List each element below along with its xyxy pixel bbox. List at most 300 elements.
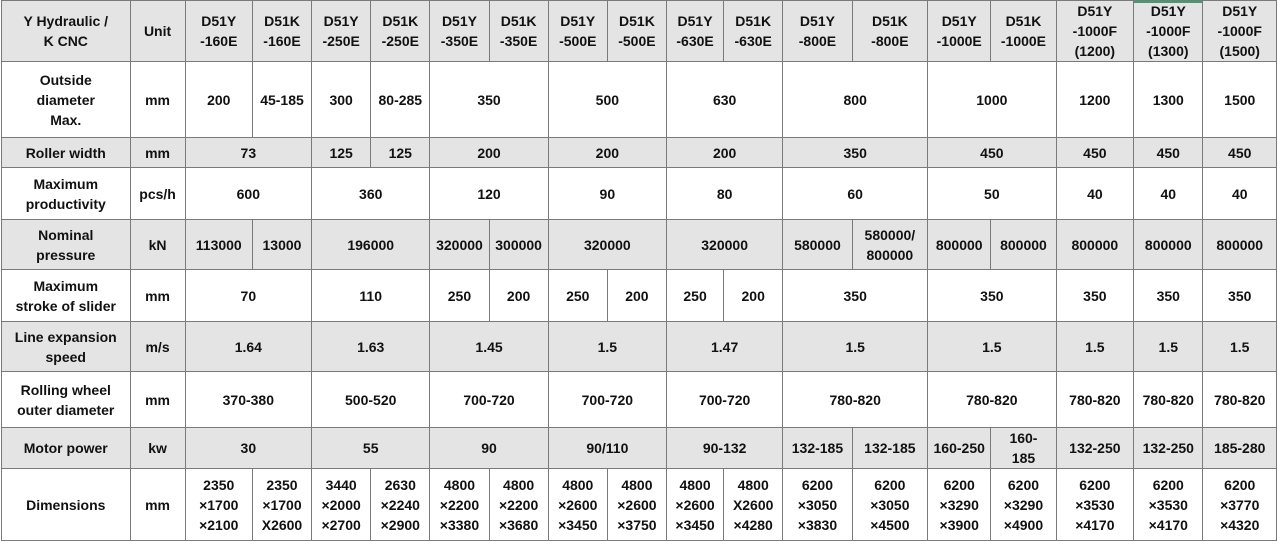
value-cell[interactable]	[667, 372, 783, 428]
model-header-cell[interactable]	[252, 1, 311, 62]
row-unit-cell[interactable]: mm	[130, 469, 185, 541]
value-cell[interactable]	[607, 469, 666, 541]
cell-text-line: -350E	[440, 33, 479, 49]
value-cell[interactable]	[1203, 168, 1277, 220]
cell-text-line: ×2600	[558, 496, 598, 513]
row-label-line: outer diameter	[17, 401, 115, 418]
cell-text-line: 4800	[621, 476, 653, 493]
value-cell[interactable]	[185, 168, 311, 220]
value-cell[interactable]	[783, 138, 928, 168]
row-label-cell[interactable]	[2, 322, 131, 372]
row-unit-cell[interactable]: kw	[130, 428, 185, 469]
value-cell[interactable]	[1134, 322, 1203, 372]
value-cell[interactable]	[312, 270, 430, 322]
cell-text-line: 4800	[737, 476, 769, 493]
cell-text-line: ×2200	[439, 496, 480, 513]
cell-text-line: D51Y	[799, 13, 835, 29]
value-cell[interactable]	[783, 428, 852, 469]
value-cell[interactable]	[928, 322, 1057, 372]
cell-text-line: 73	[240, 144, 257, 161]
value-cell[interactable]	[852, 428, 927, 469]
row-label-line: pressure	[36, 246, 96, 263]
cell-text-line: ×3050	[870, 496, 910, 513]
value-cell[interactable]	[724, 270, 783, 322]
value-cell[interactable]	[430, 220, 489, 270]
cell-text-line: -500E	[618, 33, 656, 49]
value-cell[interactable]	[667, 322, 783, 372]
value-cell[interactable]	[667, 220, 783, 270]
cell-text-line: 1.5	[1230, 338, 1250, 355]
value-cell[interactable]	[1134, 220, 1203, 270]
spec-table	[1, 0, 1277, 541]
value-cell[interactable]	[548, 220, 666, 270]
value-cell[interactable]	[548, 469, 607, 541]
cell-text-line: 450	[1083, 144, 1107, 161]
model-header-cell[interactable]	[607, 1, 666, 62]
model-header-cell[interactable]	[312, 1, 371, 62]
cell-text-line: ×3900	[939, 516, 979, 533]
model-header-cell[interactable]	[783, 1, 852, 62]
value-cell[interactable]	[185, 220, 252, 270]
value-cell[interactable]	[1203, 469, 1277, 541]
value-cell[interactable]	[371, 469, 430, 541]
value-cell[interactable]	[371, 62, 430, 138]
cell-text-line: 50	[984, 185, 1000, 202]
value-cell[interactable]	[312, 428, 430, 469]
cell-text-line: 580000	[794, 236, 841, 253]
cell-text-line: ×4900	[1003, 516, 1044, 533]
value-cell[interactable]	[928, 220, 991, 270]
cell-text-line: 600	[236, 185, 260, 202]
cell-text-line: D51Y	[1150, 3, 1186, 19]
cell-text-line: 200	[595, 144, 620, 161]
value-cell[interactable]	[252, 220, 311, 270]
header-row	[2, 1, 1277, 62]
value-cell[interactable]	[991, 469, 1056, 541]
cell-text-line: 320000	[583, 236, 631, 253]
cell-text-line: ×3530	[1148, 496, 1188, 513]
value-cell[interactable]	[252, 469, 311, 541]
cell-text-line: -800E	[798, 33, 837, 49]
value-cell[interactable]	[1056, 322, 1134, 372]
value-cell[interactable]	[312, 62, 371, 138]
value-cell[interactable]	[312, 168, 430, 220]
cell-text-line: -630E	[676, 33, 714, 49]
series-title-line: Y Hydraulic /	[23, 13, 109, 29]
row-unit-cell[interactable]: mm	[130, 270, 185, 322]
row-label-line: Line expansion	[14, 328, 117, 345]
value-cell[interactable]	[667, 270, 724, 322]
row-label-cell[interactable]	[2, 428, 131, 469]
cell-text-line: 30	[240, 440, 257, 456]
cell-text-line: 450	[1156, 144, 1180, 161]
cell-text-line: 132-250	[1142, 440, 1194, 456]
value-cell[interactable]	[371, 138, 430, 168]
row-unit-cell[interactable]: mm	[130, 138, 185, 168]
cell-text-line: -160E	[200, 33, 238, 49]
value-cell[interactable]	[1203, 372, 1277, 428]
cell-text-line: 800000	[935, 236, 983, 253]
value-cell[interactable]	[1203, 428, 1277, 469]
value-cell[interactable]	[1134, 138, 1203, 168]
row-label-cell[interactable]	[2, 372, 131, 428]
cell-text-line: 200	[207, 91, 231, 108]
model-header-cell[interactable]	[724, 1, 783, 62]
cell-text-line: 350	[980, 287, 1004, 304]
row-label-line: Max.	[50, 111, 82, 128]
model-header-cell[interactable]	[185, 1, 252, 62]
value-cell[interactable]	[1203, 322, 1277, 372]
cell-text-line: 6200	[1079, 476, 1111, 493]
cell-text-line: 4800	[503, 476, 535, 493]
value-cell[interactable]	[667, 62, 783, 138]
row-label-line: Maximum	[33, 175, 99, 192]
value-cell[interactable]	[312, 322, 430, 372]
value-cell[interactable]	[783, 220, 852, 270]
cell-text-line: 350	[477, 91, 501, 108]
value-cell[interactable]	[928, 469, 991, 541]
value-cell[interactable]	[1056, 372, 1134, 428]
cell-text-line: 700-720	[463, 391, 515, 408]
value-cell[interactable]	[1056, 62, 1134, 138]
cell-text-line: 196000	[347, 236, 395, 253]
value-cell[interactable]	[1203, 220, 1277, 270]
cell-text-line: ×4500	[870, 516, 910, 533]
cell-text-line: 360	[359, 185, 383, 202]
row-unit-cell[interactable]: m/s	[130, 322, 185, 372]
cell-text-line: 90	[599, 185, 616, 202]
cell-text-line: ×1700	[262, 496, 302, 513]
row-unit-cell[interactable]: mm	[130, 372, 185, 428]
cell-text-line: 800000	[1000, 236, 1047, 253]
cell-text-line: -1000E	[1000, 33, 1047, 49]
value-cell[interactable]	[1203, 62, 1277, 138]
model-header-cell[interactable]	[667, 1, 724, 62]
cell-text-line: 320000	[701, 236, 748, 253]
row-label-line: Maximum	[33, 277, 99, 294]
value-cell[interactable]	[928, 168, 1057, 220]
cell-text-line: 2630	[384, 476, 416, 493]
cell-text-line: ×2000	[321, 496, 361, 513]
cell-text-line: -350E	[499, 33, 538, 49]
value-cell[interactable]	[1134, 270, 1203, 322]
row-label-line: speed	[45, 348, 86, 365]
cell-text-line: 1.5	[845, 338, 865, 355]
value-cell[interactable]	[783, 469, 852, 541]
cell-text-line: 300000	[495, 236, 542, 253]
value-cell[interactable]	[1056, 428, 1134, 469]
value-cell[interactable]	[312, 469, 371, 541]
value-cell[interactable]	[928, 428, 991, 469]
value-cell[interactable]	[783, 62, 928, 138]
cell-text-line: 780-820	[829, 391, 881, 408]
cell-text-line: 1300	[1152, 91, 1184, 108]
value-cell[interactable]	[489, 270, 548, 322]
row-label-line: productivity	[25, 195, 106, 212]
value-cell[interactable]	[430, 138, 548, 168]
value-cell[interactable]	[312, 220, 430, 270]
value-cell[interactable]	[928, 62, 1057, 138]
value-cell[interactable]	[252, 62, 311, 138]
cell-text-line: 4800	[443, 476, 476, 493]
value-cell[interactable]	[185, 372, 311, 428]
series-title-cell[interactable]	[2, 1, 131, 62]
cell-text-line: 1500	[1224, 91, 1256, 108]
cell-text-line: ×3290	[939, 496, 979, 513]
cell-text-line: 500	[595, 91, 620, 108]
cell-text-line: 185	[1011, 450, 1036, 466]
value-cell[interactable]	[548, 428, 666, 469]
value-cell[interactable]	[185, 62, 252, 138]
cell-text-line: 350	[1156, 287, 1180, 304]
cell-text-line: 200	[741, 287, 765, 304]
value-cell[interactable]	[667, 138, 783, 168]
cell-text-line: 113000	[195, 236, 242, 253]
row-label-line: Roller width	[25, 144, 106, 161]
value-cell[interactable]	[667, 469, 724, 541]
cell-text-line: ×2600	[617, 496, 657, 513]
cell-text-line: 132-185	[864, 440, 916, 456]
cell-text-line: ×2700	[321, 516, 361, 533]
cell-text-line: 6200	[874, 476, 906, 493]
row-label-cell[interactable]	[2, 270, 131, 322]
cell-text-line: 200	[712, 144, 737, 161]
value-cell[interactable]	[185, 270, 311, 322]
cell-text-line: 580000/	[864, 226, 916, 243]
value-cell[interactable]	[548, 138, 666, 168]
cell-text-line: D51K	[264, 13, 300, 29]
unit-header-cell[interactable]: Unit	[130, 1, 185, 62]
value-cell[interactable]	[489, 469, 548, 541]
value-cell[interactable]	[430, 322, 548, 372]
cell-text-line: 780-820	[1214, 391, 1266, 408]
spec-row	[2, 322, 1277, 372]
value-cell[interactable]	[548, 372, 666, 428]
model-header-cell[interactable]	[548, 1, 607, 62]
value-cell[interactable]	[185, 138, 311, 168]
cell-text-line: 120	[477, 185, 501, 202]
value-cell[interactable]	[430, 168, 548, 220]
cell-text-line: ×2600	[675, 496, 715, 513]
cell-text-line: 1.5	[1158, 338, 1179, 355]
cell-text-line: 350	[1083, 287, 1107, 304]
cell-text-line: 4800	[562, 476, 594, 493]
cell-text-line: 1.63	[357, 338, 385, 355]
cell-text-line: -800E	[871, 33, 909, 49]
cell-text-line: ×3050	[797, 496, 838, 513]
value-cell[interactable]	[1203, 138, 1277, 168]
row-label-cell[interactable]	[2, 62, 131, 138]
model-header-cell[interactable]	[991, 1, 1056, 62]
cell-text-line: 132-250	[1069, 440, 1121, 456]
cell-text-line: 110	[359, 287, 383, 304]
cell-text-line: 200	[506, 287, 531, 304]
cell-text-line: 300	[329, 91, 353, 108]
value-cell[interactable]	[667, 428, 783, 469]
cell-text-line: 250	[566, 287, 590, 304]
value-cell[interactable]	[783, 372, 928, 428]
model-header-cell[interactable]	[852, 1, 927, 62]
value-cell[interactable]	[607, 270, 666, 322]
cell-text-line: 780-820	[1142, 391, 1194, 408]
cell-text-line: ×3680	[498, 516, 539, 533]
cell-text-line: -1000F	[1072, 23, 1118, 39]
value-cell[interactable]	[312, 372, 430, 428]
cell-text-line: ×3290	[1003, 496, 1044, 513]
cell-text-line: D51K	[735, 13, 772, 29]
row-unit-cell[interactable]: pcs/h	[130, 168, 185, 220]
cell-text-line: 1200	[1079, 91, 1111, 108]
cell-text-line: -250E	[381, 33, 419, 49]
cell-text-line: 160-	[1009, 430, 1038, 446]
cell-text-line: 6200	[801, 476, 834, 493]
value-cell[interactable]	[852, 220, 927, 270]
cell-text-line: 800000	[866, 246, 914, 263]
value-cell[interactable]	[928, 372, 1057, 428]
value-cell[interactable]	[667, 168, 783, 220]
cell-text-line: -1000E	[936, 33, 982, 49]
row-label-line: diameter	[36, 91, 95, 108]
model-header-cell[interactable]	[489, 1, 548, 62]
value-cell[interactable]	[548, 270, 607, 322]
value-cell[interactable]	[430, 428, 548, 469]
value-cell[interactable]	[1134, 62, 1203, 138]
cell-text-line: ×2900	[380, 516, 420, 533]
row-unit-cell[interactable]: mm	[130, 62, 185, 138]
value-cell[interactable]	[1134, 168, 1203, 220]
cell-text-line: ×2240	[380, 496, 420, 513]
value-cell[interactable]	[430, 372, 548, 428]
value-cell[interactable]	[548, 62, 666, 138]
cell-text-line: 40	[1087, 185, 1103, 202]
value-cell[interactable]	[489, 220, 548, 270]
cell-text-line: 200	[625, 287, 649, 304]
cell-text-line: D51K	[382, 13, 419, 29]
value-cell[interactable]	[928, 270, 1057, 322]
cell-text-line: 90	[481, 440, 497, 456]
value-cell[interactable]	[430, 270, 489, 322]
value-cell[interactable]	[1056, 469, 1134, 541]
cell-text-line: 370-380	[222, 391, 275, 408]
cell-text-line: 250	[683, 287, 707, 304]
value-cell[interactable]	[1203, 270, 1277, 322]
cell-text-line: ×2200	[498, 496, 539, 513]
cell-text-line: D51Y	[560, 13, 596, 29]
cell-text-line: 1.5	[982, 338, 1002, 355]
model-header-cell[interactable]	[371, 1, 430, 62]
cell-text-line: X2600	[261, 516, 303, 533]
row-label-cell[interactable]	[2, 220, 131, 270]
value-cell[interactable]	[1134, 469, 1203, 541]
model-header-cell[interactable]	[1134, 1, 1203, 62]
cell-text-line: 3440	[325, 476, 357, 493]
cell-text-line: 450	[980, 144, 1004, 161]
cell-text-line: 40	[1231, 185, 1248, 202]
value-cell[interactable]	[185, 428, 311, 469]
cell-text-line: 1000	[976, 91, 1008, 108]
cell-text-line: 13000	[262, 236, 302, 253]
cell-text-line: ×4320	[1220, 516, 1260, 533]
cell-text-line: 1.5	[1085, 338, 1105, 355]
value-cell[interactable]	[185, 322, 311, 372]
cell-text-line: 630	[712, 91, 737, 108]
cell-text-line: (1300)	[1148, 43, 1189, 59]
value-cell[interactable]	[1056, 138, 1134, 168]
value-cell[interactable]	[724, 469, 783, 541]
row-unit-cell[interactable]: kN	[130, 220, 185, 270]
cell-text-line: 80-285	[378, 91, 423, 108]
cell-text-line: 2350	[266, 476, 298, 493]
cell-text-line: -1000F	[1217, 23, 1262, 39]
cell-text-line: D51Y	[1077, 3, 1113, 19]
cell-text-line: X2600	[732, 496, 774, 513]
value-cell[interactable]	[1056, 270, 1134, 322]
value-cell[interactable]	[991, 428, 1056, 469]
value-cell[interactable]	[548, 322, 666, 372]
cell-text-line: 1.5	[597, 338, 618, 355]
cell-text-line: 125	[388, 144, 412, 161]
cell-text-line: D51Y	[323, 13, 359, 29]
model-header-cell[interactable]	[1203, 1, 1277, 62]
cell-text-line: 700-720	[581, 391, 634, 408]
cell-text-line: 1.64	[234, 338, 262, 355]
value-cell[interactable]	[783, 270, 928, 322]
cell-text-line: D51K	[1005, 13, 1042, 29]
model-header-cell[interactable]	[1056, 1, 1134, 62]
value-cell[interactable]	[1134, 428, 1203, 469]
cell-text-line: 450	[1228, 144, 1252, 161]
value-cell[interactable]	[1056, 220, 1134, 270]
cell-text-line: ×2100	[199, 516, 239, 533]
spec-row	[2, 62, 1277, 138]
value-cell[interactable]	[430, 469, 489, 541]
value-cell[interactable]	[1134, 372, 1203, 428]
row-label-cell[interactable]	[2, 168, 131, 220]
value-cell[interactable]	[783, 322, 928, 372]
cell-text-line: 125	[329, 144, 353, 161]
value-cell[interactable]	[1056, 168, 1134, 220]
cell-text-line: -500E	[559, 33, 597, 49]
cell-text-line: ×4280	[733, 516, 773, 533]
row-label-line: Motor power	[23, 440, 108, 456]
value-cell[interactable]	[928, 138, 1057, 168]
value-cell[interactable]	[783, 168, 928, 220]
value-cell[interactable]	[312, 138, 371, 168]
value-cell[interactable]	[991, 220, 1056, 270]
cell-text-line: 350	[1228, 287, 1252, 304]
cell-text-line: (1200)	[1074, 43, 1116, 59]
spec-row	[2, 372, 1277, 428]
cell-text-line: 350	[843, 144, 867, 161]
cell-text-line: D51Y	[677, 13, 713, 29]
cell-text-line: 80	[716, 185, 733, 202]
cell-text-line: 1.45	[475, 338, 503, 355]
value-cell[interactable]	[852, 469, 927, 541]
model-header-cell[interactable]	[430, 1, 489, 62]
row-label-cell[interactable]	[2, 138, 131, 168]
value-cell[interactable]	[430, 62, 548, 138]
value-cell[interactable]	[185, 469, 252, 541]
spec-row	[2, 220, 1277, 270]
row-label-cell[interactable]	[2, 469, 131, 541]
cell-text-line: -630E	[734, 33, 772, 49]
value-cell[interactable]	[548, 168, 666, 220]
cell-text-line: 350	[843, 287, 867, 304]
model-header-cell[interactable]	[928, 1, 991, 62]
spec-row	[2, 168, 1277, 220]
cell-text-line: -160E	[263, 33, 301, 49]
cell-text-line: 800000	[1071, 236, 1119, 253]
